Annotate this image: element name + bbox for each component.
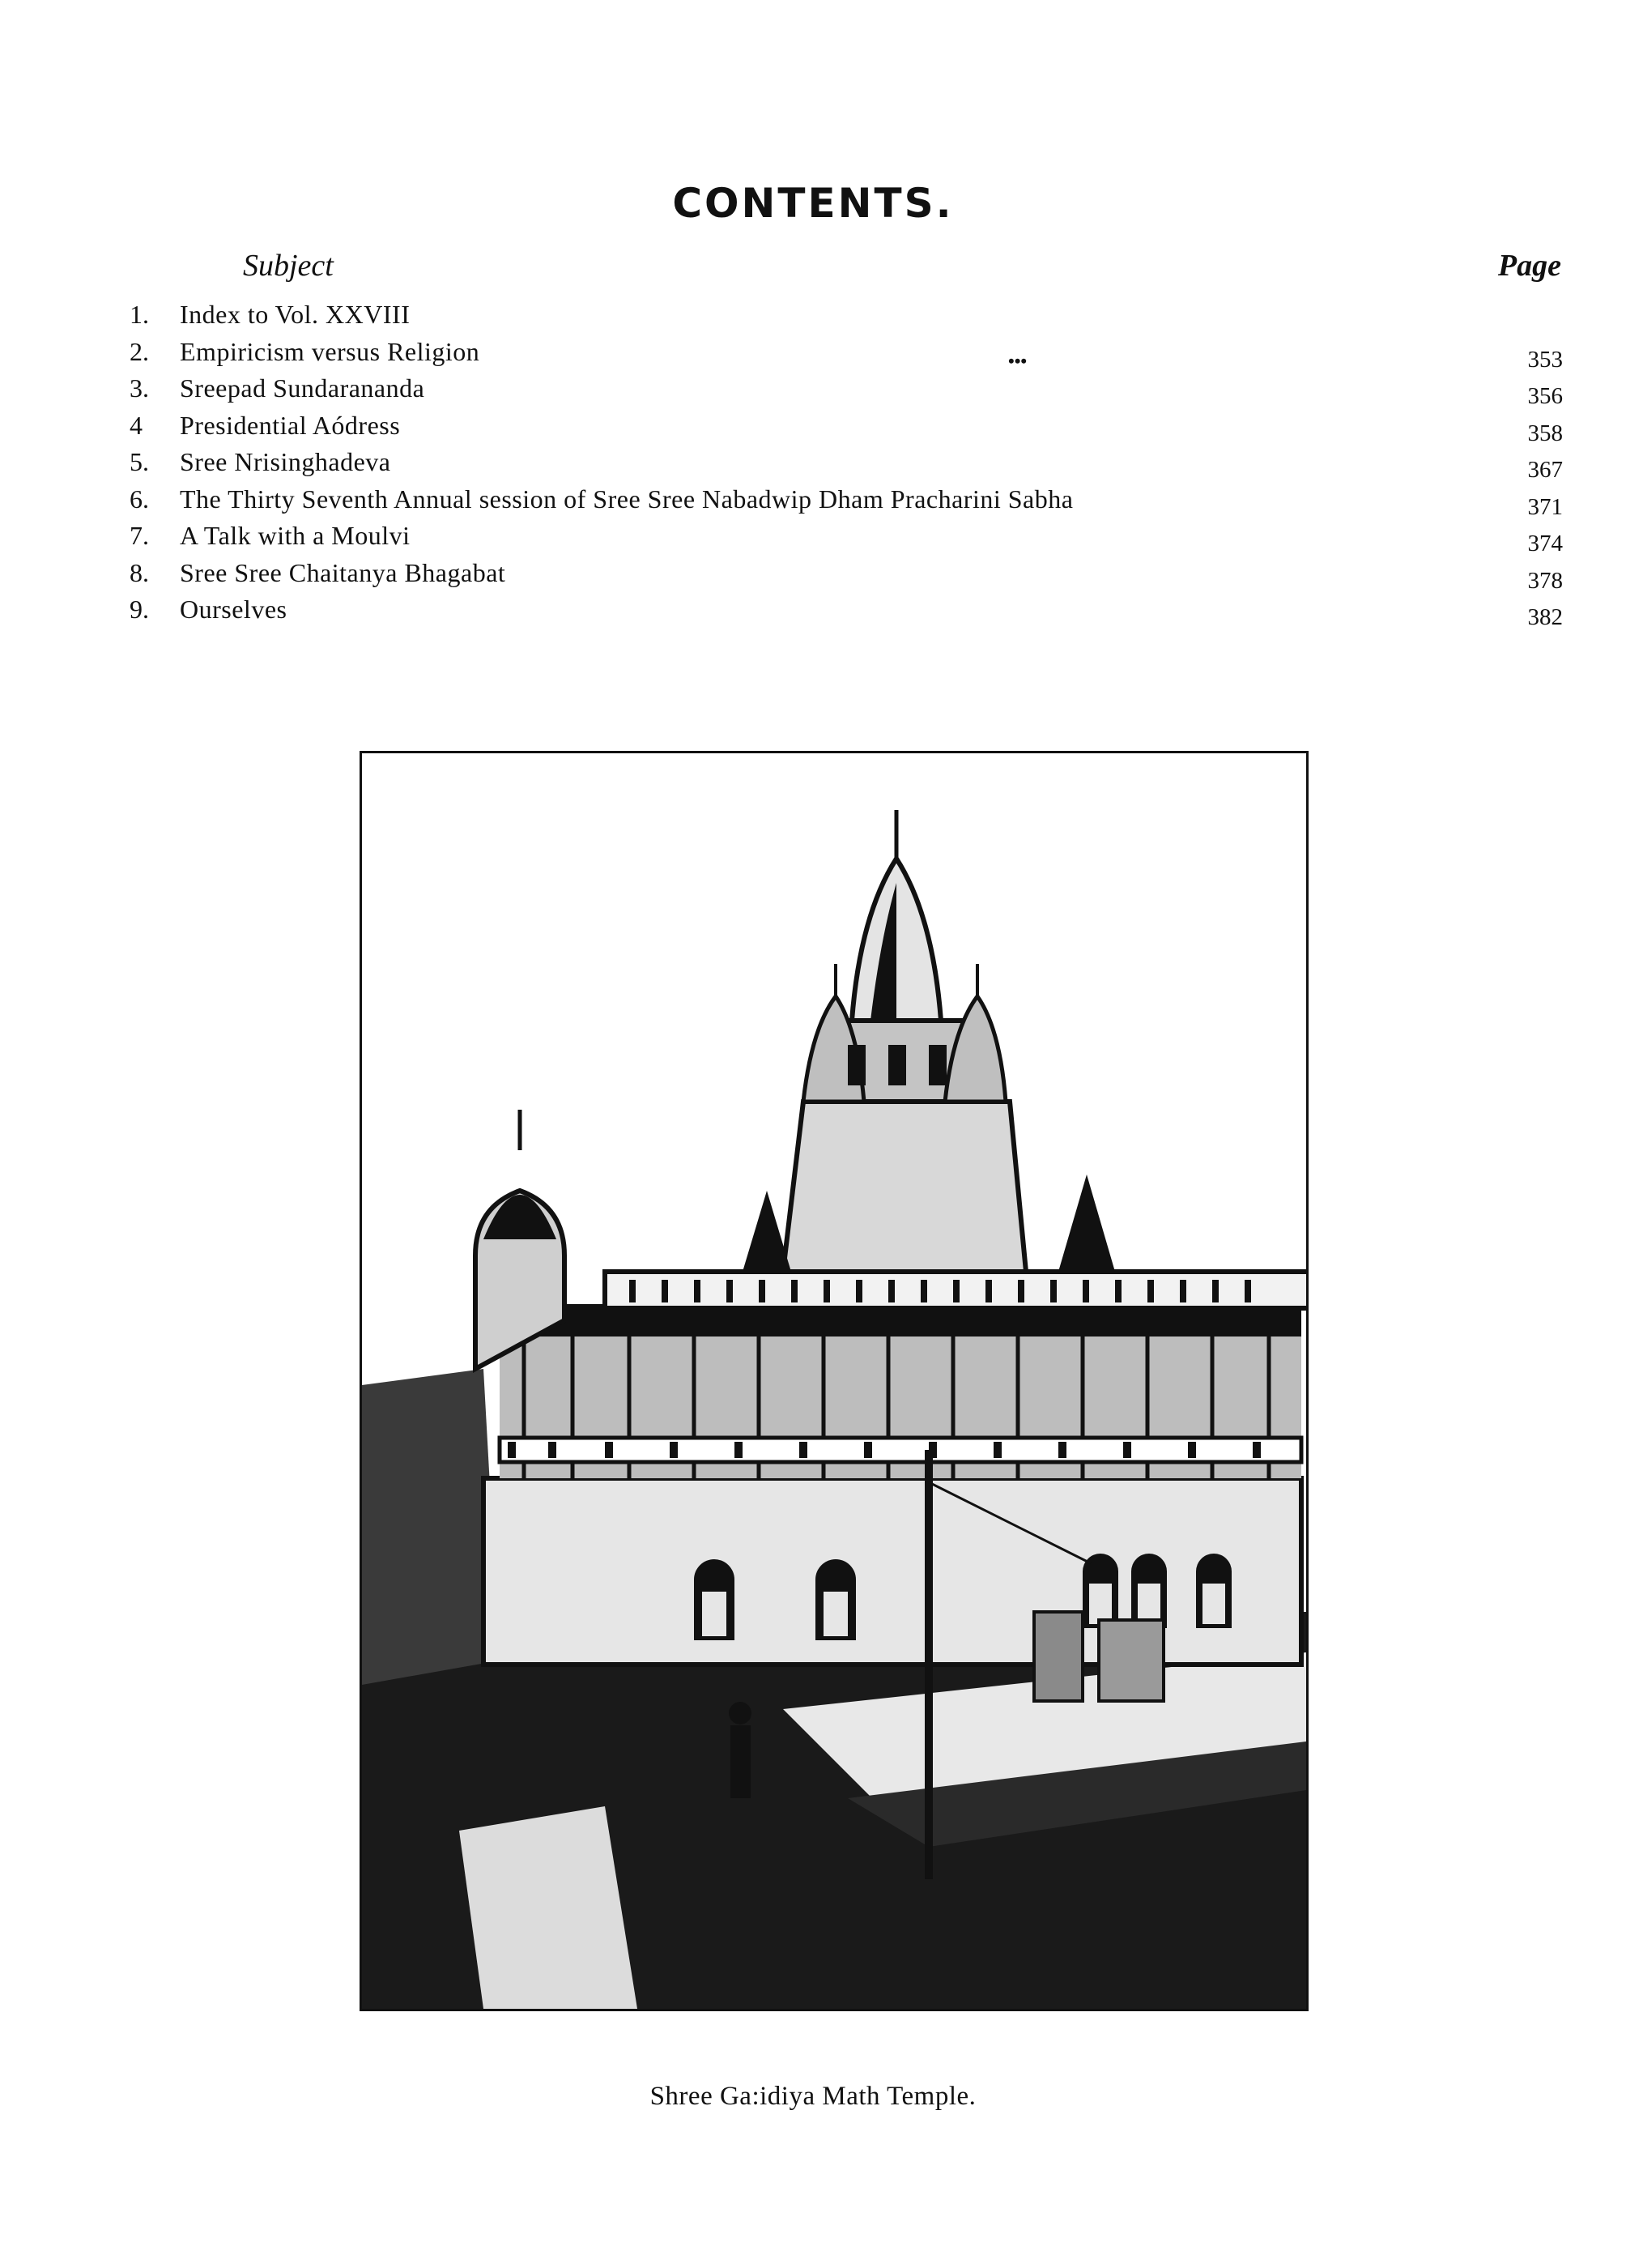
temple-illustration (362, 753, 1306, 2009)
entry-page: 367 (1527, 457, 1563, 483)
contents-list (130, 298, 1563, 630)
entry-subject: Empiricism versus Religion (180, 336, 480, 366)
dot-leader: ••• (1008, 350, 1028, 371)
entry-number: 7. (130, 521, 149, 550)
entry-subject: Presidential Aódress (180, 410, 401, 440)
contents-row (130, 409, 1563, 446)
entry-number: 4 (130, 410, 143, 440)
entry-number: 6. (130, 484, 149, 514)
entry-number: 8. (130, 557, 149, 587)
entry-number: 5. (130, 447, 149, 476)
page-title: CONTENTS. (672, 180, 954, 227)
figure-caption: Shree Ga:idiya Math Temple. (649, 2082, 977, 2111)
contents-row (130, 519, 1563, 556)
page-column-header: Page (1497, 249, 1561, 283)
entry-page: 356 (1527, 383, 1563, 409)
temple-photograph (360, 751, 1309, 2011)
entry-number: 3. (130, 373, 149, 403)
contents-row (130, 335, 1563, 373)
contents-row (130, 556, 1563, 594)
entry-subject: Sree Nrisinghadeva (180, 447, 391, 476)
entry-page: 382 (1527, 604, 1563, 630)
entry-number: 1. (130, 300, 149, 329)
entry-page: 358 (1527, 420, 1563, 446)
subject-column-header: Subject (243, 249, 334, 283)
entry-subject: A Talk with a Moulvi (180, 521, 411, 550)
entry-number: 9. (130, 595, 149, 624)
contents-row (130, 483, 1563, 520)
entry-number: 2. (130, 336, 149, 366)
entry-subject: Sreepad Sundarananda (180, 373, 425, 403)
entry-page: 353 (1527, 346, 1563, 373)
entry-page: 378 (1527, 567, 1563, 594)
entry-subject: The Thirty Seventh Annual session of Sree Sree Nabadwip Dham Pracharini Sabha (180, 484, 1074, 514)
contents-row (130, 593, 1563, 630)
entry-subject: Index to Vol. XXVIII (180, 300, 411, 329)
contents-row (130, 446, 1563, 483)
entry-page: 374 (1527, 531, 1563, 556)
entry-page: 371 (1527, 493, 1563, 520)
entry-subject: Sree Sree Chaitanya Bhagabat (180, 557, 506, 587)
entry-subject: Ourselves (180, 595, 287, 624)
contents-row (130, 372, 1563, 409)
contents-row (130, 298, 1563, 335)
